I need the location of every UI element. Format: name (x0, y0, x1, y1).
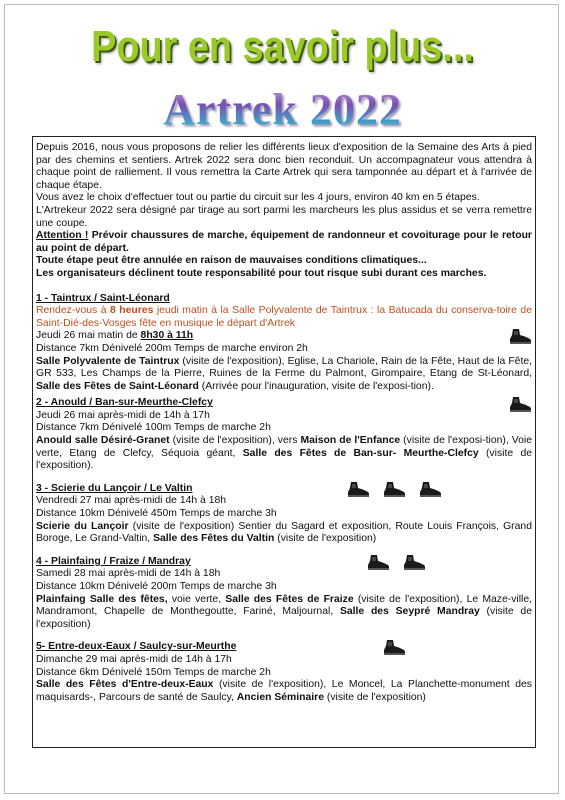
route-start: Salle Polyvalente de Taintrux (36, 355, 180, 367)
route-end: Salle des Seypré Mandray (339, 606, 480, 618)
route-note: (Arrivée pour l'inauguration, visite de l'exposi-tion). (198, 380, 434, 392)
stage-5-title: 5- Entre-deux-Eaux / Saulcy-sur-Meurthe (36, 641, 237, 653)
stage-2-difficulty (508, 396, 532, 412)
route-note: (visite de l'exposition). (36, 447, 533, 472)
route-start: Salle des Fêtes d'Entre-deux-Eaux (36, 679, 214, 691)
route-stop: Salle des Fêtes de Fraize (225, 593, 354, 605)
date-hours: 8h30 à 11h (140, 330, 194, 342)
stage-4-title-row (36, 556, 532, 569)
page-subtitle: Artrek 2022 (0, 84, 565, 135)
liability-notice: Les organisateurs déclinent toute responsabilité pour tout risque subi durant ces marches. (36, 267, 487, 279)
hiking-boot-icon (508, 328, 532, 344)
route-path: (visite de l'exposition), Eglise, La Chariole, Rain de la Fête, Haut de la Fête, GR 533, Les Champs de la Pierre, Ruines de la Ferme du Palmont, Girompaire, Etang de St-Léonard, (36, 355, 532, 380)
route-end: Ancien Séminaire (236, 691, 324, 703)
intro-paragraph-2: Vous avez le choix d'effectuer tout ou partie du circuit sur les 4 jours, environ 40 km en 5 étapes. (36, 192, 480, 204)
stage-1-stats: Distance 7km Dénivelé 200m Temps de marche environ 2h (36, 342, 308, 354)
stage-5-date: Dimanche 29 mai après-midi de 14h à 17h (36, 653, 232, 665)
attention-text: Prévoir chaussures de marche, équipement de randonneur et covoiturage pour le retour au point de départ. (36, 230, 532, 254)
stage-2-title: 2 - Anould / Ban-sur-Meurthe-Clefcy (36, 397, 213, 409)
stage-1-date (36, 330, 532, 343)
hiking-boot-icon (402, 554, 426, 570)
cancel-notice: Toute étape peut être annulée en raison de mauvaises conditions climatiques... (36, 255, 427, 267)
intro-paragraph-3: L'Artrekeur 2022 sera désigné par tirage au sort parmi les marcheurs les plus assidus et se verra remettre une coupe. (36, 204, 532, 229)
stage-3-stats: Distance 10km Dénivelé 450m Temps de marche 3h (36, 508, 277, 520)
page-title: Pour en savoir plus... (91, 22, 474, 71)
rdv-text: Rendez-vous à (36, 305, 110, 317)
route-note: (visite de l'exposition) (324, 691, 426, 703)
stage-5-difficulty (382, 639, 406, 655)
hiking-boot-icon (382, 481, 406, 497)
route-end: Salle des Fêtes du Valtin (153, 533, 275, 545)
route-start: Scierie du Lançoir (36, 520, 129, 532)
rdv-text-end: jeudi matin à la Salle Polyvalente de Taintrux : la Batucada du conserva-toire de Saint-Dié-des-Vosges fête en musique le départ d'Artrek (36, 305, 532, 329)
hiking-boot-icon (508, 396, 532, 412)
stage-4-difficulty (366, 554, 426, 570)
stage-2-route (36, 435, 532, 473)
stage-3-date: Vendredi 27 mai après-midi de 14h à 18h (36, 495, 227, 507)
stage-2-date-row (36, 410, 532, 423)
stage-4-route (36, 594, 532, 632)
route-stop: Maison de l'Enfance (300, 435, 401, 447)
route-path: (visite de l'exposition), vers (169, 435, 301, 447)
stage-1-date-row (36, 330, 532, 343)
stage-3-route (36, 521, 532, 546)
stage-3-title-row (36, 483, 532, 496)
stage-5-stats: Distance 6km Dénivelé 150m Temps de marche 2h (36, 666, 271, 678)
route-path-2: (visite de l'exposi-tion), Voie verte, Etang de Clefcy, Séquoia géant, (36, 435, 532, 459)
route-end: Salle des Fêtes de Ban-sur- Meurthe-Clefcy (242, 447, 479, 459)
route-start: Anould salle Désiré-Granet (36, 435, 170, 447)
date-text: Jeudi 26 mai matin de (36, 330, 141, 342)
route-path: (visite de l'exposition), Le Moncel, La Planchette-monument des maquisards-, Parcours de santé de Saulcy, (36, 679, 532, 703)
route-path: (visite de l'exposition) Sentier du Sagard et exposition, Route Louis François, Grand Boroge, Le Grand-Valtin, (36, 520, 532, 545)
attention-notice (36, 230, 532, 255)
stage-3-difficulty (346, 481, 442, 497)
stage-2-date: Jeudi 26 mai après-midi de 14h à 17h (36, 409, 210, 421)
stage-4-title: 4 - Plainfaing / Fraize / Mandray (36, 555, 191, 567)
stage-1-route (36, 356, 532, 394)
info-box (32, 136, 536, 748)
hiking-boot-icon (346, 481, 370, 497)
stage-1-title: 1 - Taintrux / Saint-Léonard (36, 292, 170, 304)
route-note: (visite de l'exposition) (36, 606, 532, 630)
stage-3-title: 3 - Scierie du Lançoir / Le Valtin (36, 482, 193, 494)
stage-4-date: Samedi 28 mai après-midi de 14h à 18h (36, 568, 221, 580)
stage-5-route (36, 679, 532, 704)
hiking-boot-icon (366, 554, 390, 570)
stage-4-stats: Distance 10km Dénivelé 200m Temps de marche 3h (36, 581, 277, 592)
stage-1-rendezvous (36, 305, 532, 330)
attention-label: Attention ! (36, 230, 89, 242)
stage-1-difficulty (508, 328, 532, 344)
route-start: Plainfaing Salle des fêtes, (36, 593, 168, 605)
route-path-2: (visite de l'exposition), Le Maze-ville, Mandramont, Chapelle de Monthegoutte, Fariné, Maljournal, (36, 593, 533, 618)
route-path: voie verte, (167, 593, 226, 605)
stage-5-title-row (36, 641, 532, 654)
intro-paragraph-1: Depuis 2016, nous vous proposons de relier les différents lieux d'exposition de la Semaine des Arts à pied par des chemins et sentiers. Artrek 2022 sera donc bien reconduit. Un accompagnateur vous attendra à chaque point de ralliement. Il vous remettra la Carte Artrek qui sera tamponnée au départ et à l'arrivée de chaque étape. (36, 142, 532, 191)
route-note: (visite de l'exposition) (274, 533, 377, 545)
hiking-boot-icon (418, 481, 442, 497)
hiking-boot-icon (382, 639, 406, 655)
stage-2-title-row (36, 397, 532, 410)
rdv-time: 8 heures (110, 305, 154, 317)
route-end: Salle des Fêtes de Saint-Léonard (36, 380, 199, 392)
stage-2-stats: Distance 7km Dénivelé 100m Temps de marche 2h (36, 422, 271, 434)
